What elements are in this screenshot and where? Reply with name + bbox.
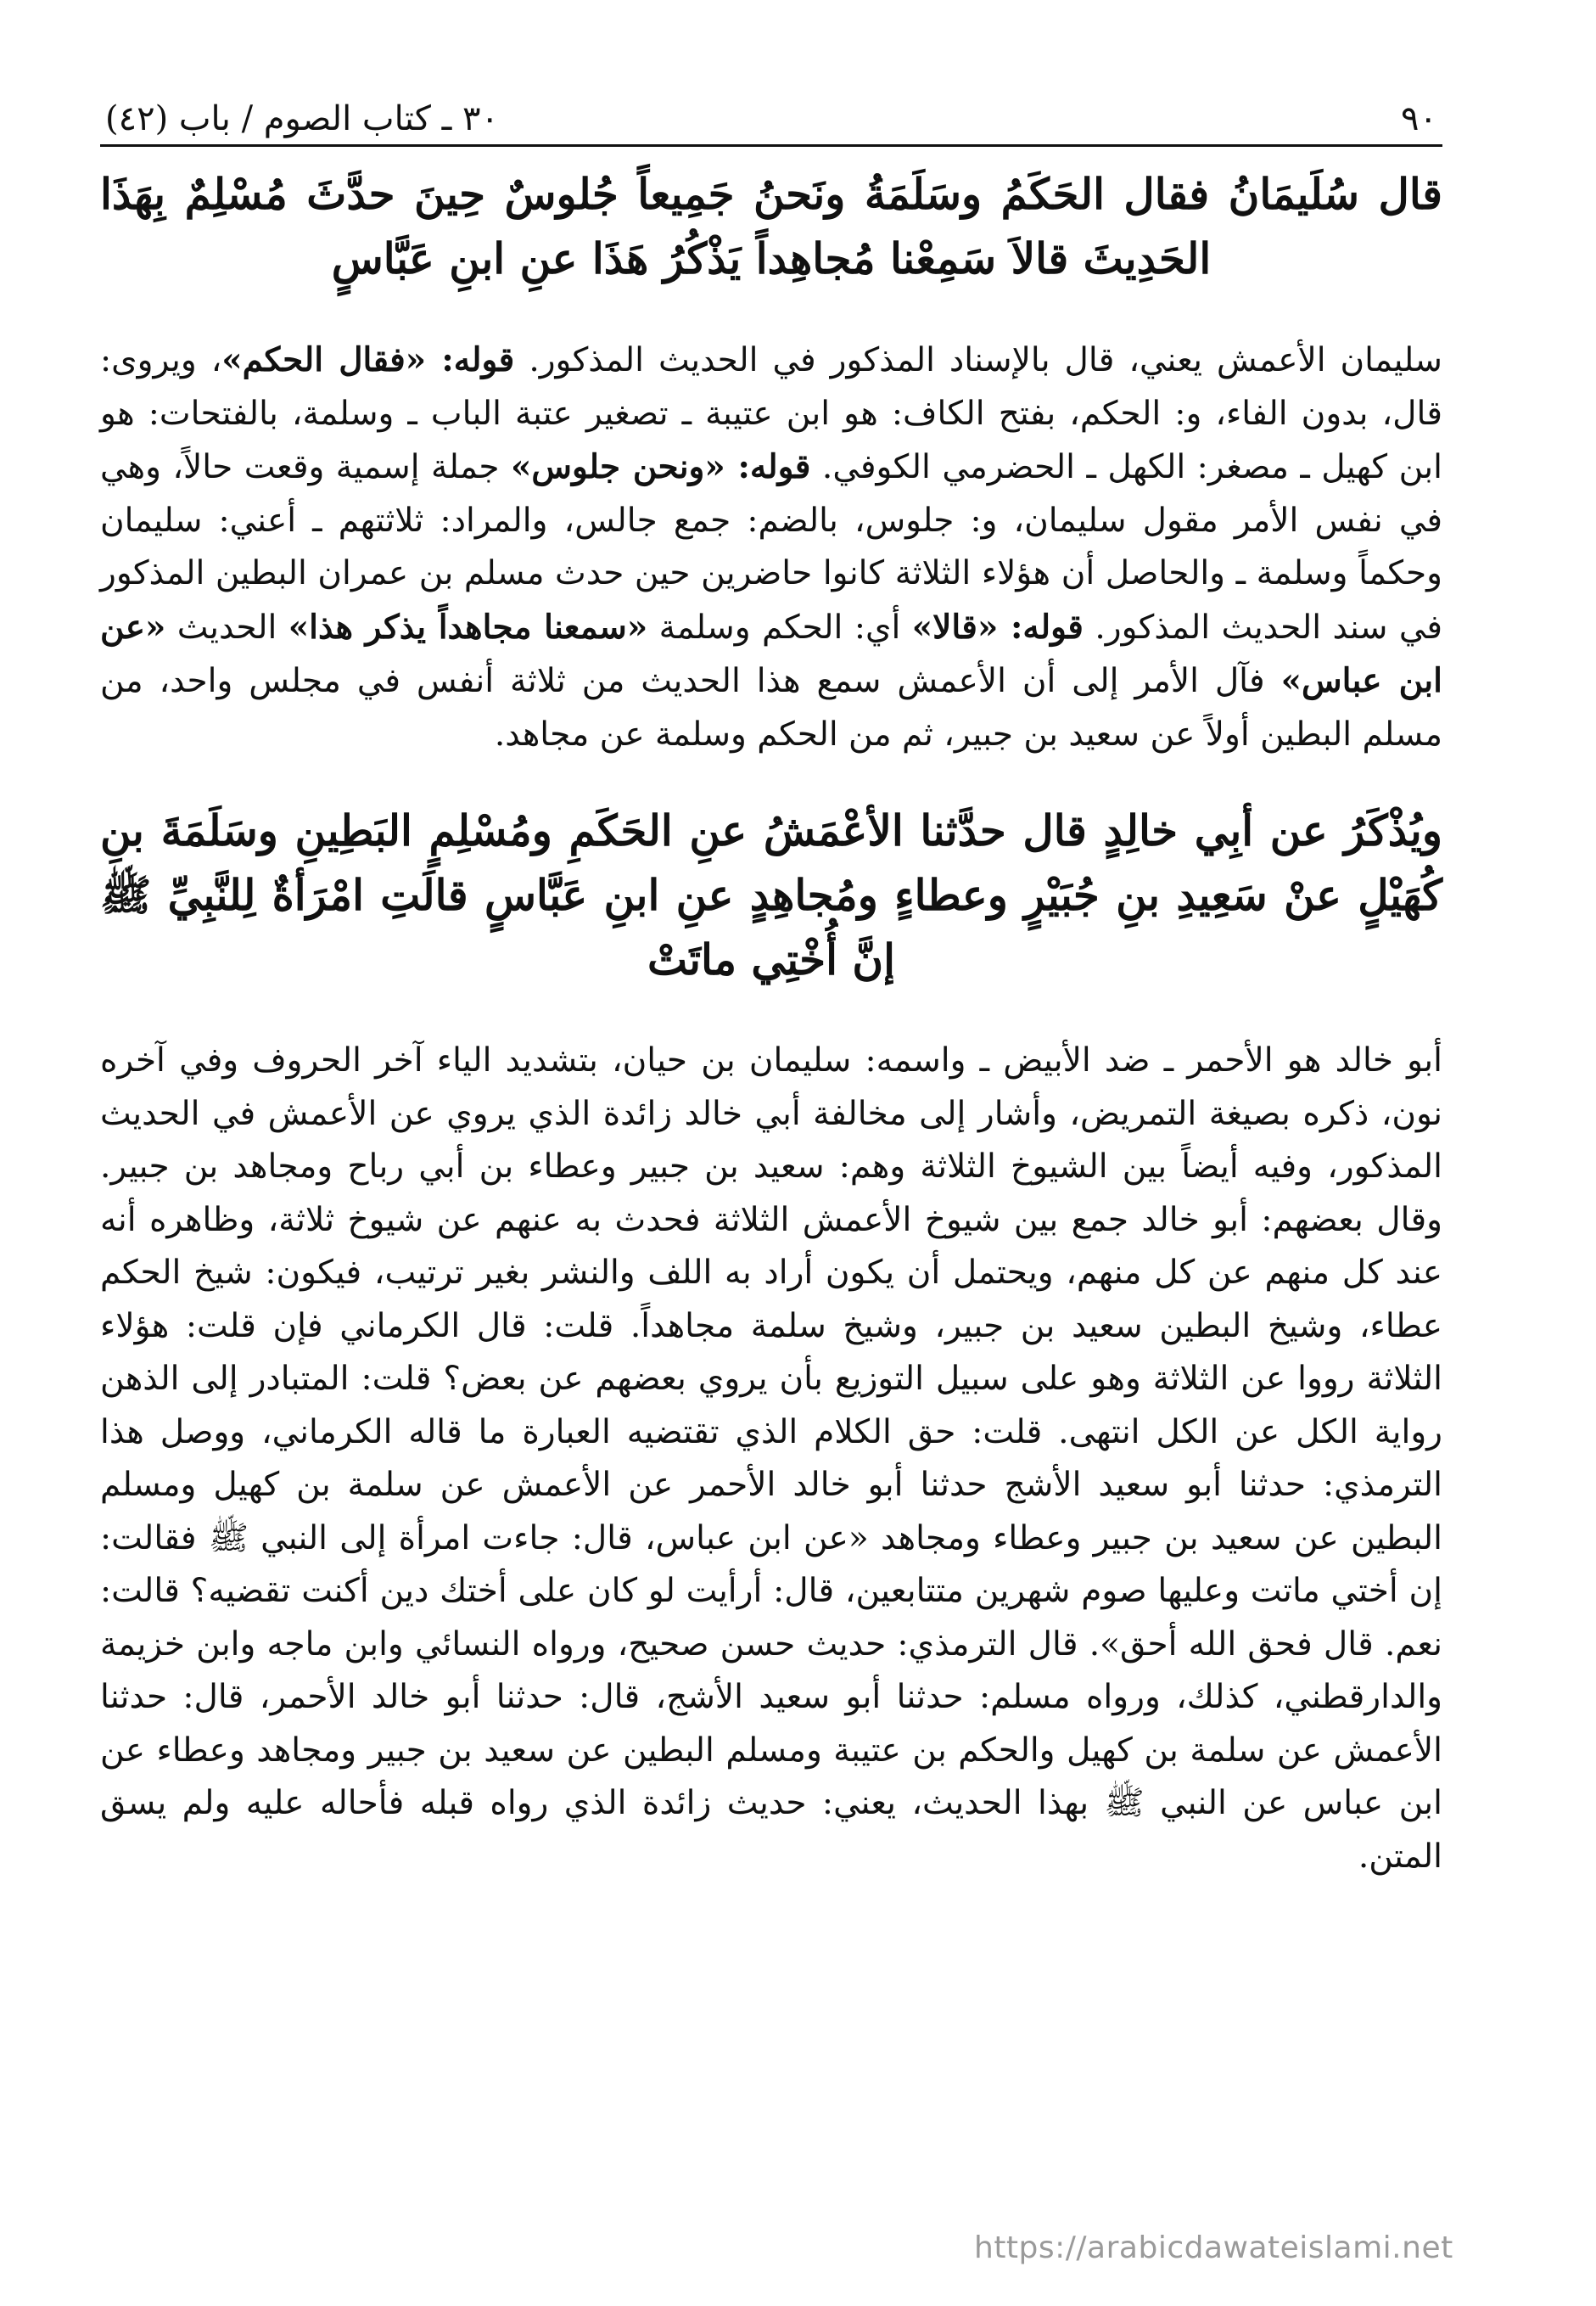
commentary-segment: ، ويروى: قال، بدون الفاء، و: الحكم، بفتح الكاف: هو ابن عتيبة ـ تصغير عتبة الباب ـ وسلمة، بالفتحات: هو ابن كهيل ـ مصغر: الكهل ـ الحضرمي الكوفي. <box>100 341 1442 486</box>
header-rule <box>100 144 1442 147</box>
commentary-keyword: «عن ابن عباس» <box>100 607 1442 700</box>
page-header <box>100 75 1442 141</box>
commentary-2: أبو خالد هو الأحمر ـ ضد الأبيض ـ واسمه: سليمان بن حيان، بتشديد الياء آخر الحروف وفي آخره نون، ذكره بصيغة التمريض، وأشار إلى مخالفة أبي خالد زائدة الذي يروي عن الأعمش في الحديث المذكور، وفيه أيضاً بين الشيوخ الثلاثة وهم: سعيد بن جبير وعطاء بن أبي رباح ومجاهد بن جبير. وقال بعضهم: أبو خالد جمع بين شيوخ الأعمش الثلاثة فحدث به عنهم عن شيوخ ثلاثة، وظاهره أنه عند كل منهم عن كل منهم، ويحتمل أن يكون أراد به اللف والنشر بغير ترتيب، فيكون: شيخ الحكم عطاء، وشيخ البطين سعيد بن جبير، وشيخ سلمة مجاهداً. قلت: قال الكرماني فإن قلت: هؤلاء الثلاثة رووا عن الثلاثة وهو على سبيل التوزيع بأن يروي بعضهم عن بعض؟ قلت: المتبادر إلى الذهن رواية الكل عن الكل انتهى. قلت: حق الكلام الذي تقتضيه العبارة ما قاله الكرماني، ووصل هذا الترمذي: حدثنا أبو سعيد الأشج حدثنا أبو خالد الأحمر عن الأعمش عن سلمة بن كهيل ومسلم البطين عن سعيد بن جبير وعطاء ومجاهد «عن ابن عباس، قال: جاءت امرأة إلى النبي ﷺ فقالت: إن أختي ماتت وعليها صوم شهرين متتابعين، قال: أرأيت لو كان على أختك دين أكنت تقضيه؟ قالت: نعم. قال فحق الله أحق». قال الترمذي: حديث حسن صحيح، ورواه النسائي وابن ماجه وابن خزيمة والدارقطني، كذلك، ورواه مسلم: حدثنا أبو سعيد الأشج، قال: حدثنا أبو خالد الأحمر، قال: حدثنا الأعمش عن سلمة بن كهيل والحكم بن عتيبة ومسلم البطين عن سعيد بن جبير ومجاهد وعطاء عن ابن عباس عن النبي ﷺ بهذا الحديث، يعني: حديث زائدة الذي رواه قبله فأحاله عليه ولم يسق المتن. <box>100 1041 1443 1876</box>
commentary-segment: جملة إسمية وقعت حالاً، وهي في نفس الأمر مقول سليمان، و: جلوس، بالضم: جمع جالس، والمراد: ثلاثتهم ـ أعني: سليمان وحكماً وسلمة ـ والحاصل أن هؤلاء الثلاثة كانوا حاضرين حين حدث مسلم بن عمران البطين المذكور في سند الحديث المذكور. <box>100 448 1443 647</box>
commentary-keyword: «سمعنا مجاهداً يذكر هذا» <box>288 607 648 647</box>
commentary-segment: فآل الأمر إلى أن الأعمش سمع هذا الحديث من ثلاثة أنفس في مجلس واحد، من مسلم البطين أولاً عن سعيد بن جبير، ثم من الحكم وسلمة عن مجاهد. <box>100 662 1442 754</box>
commentary-keyword: قوله: «فقال الحكم» <box>221 340 515 379</box>
watermark-url: https://arabicdawateislami.net <box>974 2230 1453 2265</box>
page-number: ٩٠ <box>1401 99 1437 138</box>
commentary-keyword: قوله: «ونحن جلوس» <box>511 447 811 486</box>
hadith-text-1: قال سُلَيمَانُ فقال الحَكَمُ وسَلَمَةُ ونَحنُ جَمِيعاً جُلوسٌ حِينَ حدَّثَ مُسْلِمٌ بِهَذَا الحَدِيثَ قالاَ سَمِعْنا مُجاهِداً يَذْكُرُ هَذَا عنِ ابنِ عَبَّاسٍ <box>100 169 1442 283</box>
commentary-segment: أي: الحكم وسلمة <box>647 608 912 647</box>
commentary-segment: سليمان الأعمش يعني، قال بالإسناد المذكور في الحديث المذكور. <box>514 341 1442 379</box>
running-title: ٣٠ ـ كتاب الصوم / باب (٤٢) <box>105 99 499 138</box>
hadith-text-2: ويُذْكَرُ عن أبِي خالِدٍ قال حدَّثنا الأعْمَشُ عنِ الحَكَمِ ومُسْلِمٍ البَطِينِ وسَلَمَةَ بنِ كُهَيْلٍ عنْ سَعِيدِ بنِ جُبَيْرٍ وعطاءٍ ومُجاهِدٍ عنِ ابنِ عَبَّاسٍ قالَتِ امْرَأةٌ لِلنَّبِيِّ ﷺ إنَّ أُخْتِي ماتَتْ <box>100 805 1442 985</box>
commentary-1 <box>100 334 1442 761</box>
commentary-keyword: قوله: «قالا» <box>911 607 1084 647</box>
commentary-segment: الحديث <box>165 608 288 647</box>
book-page <box>100 75 1442 2247</box>
